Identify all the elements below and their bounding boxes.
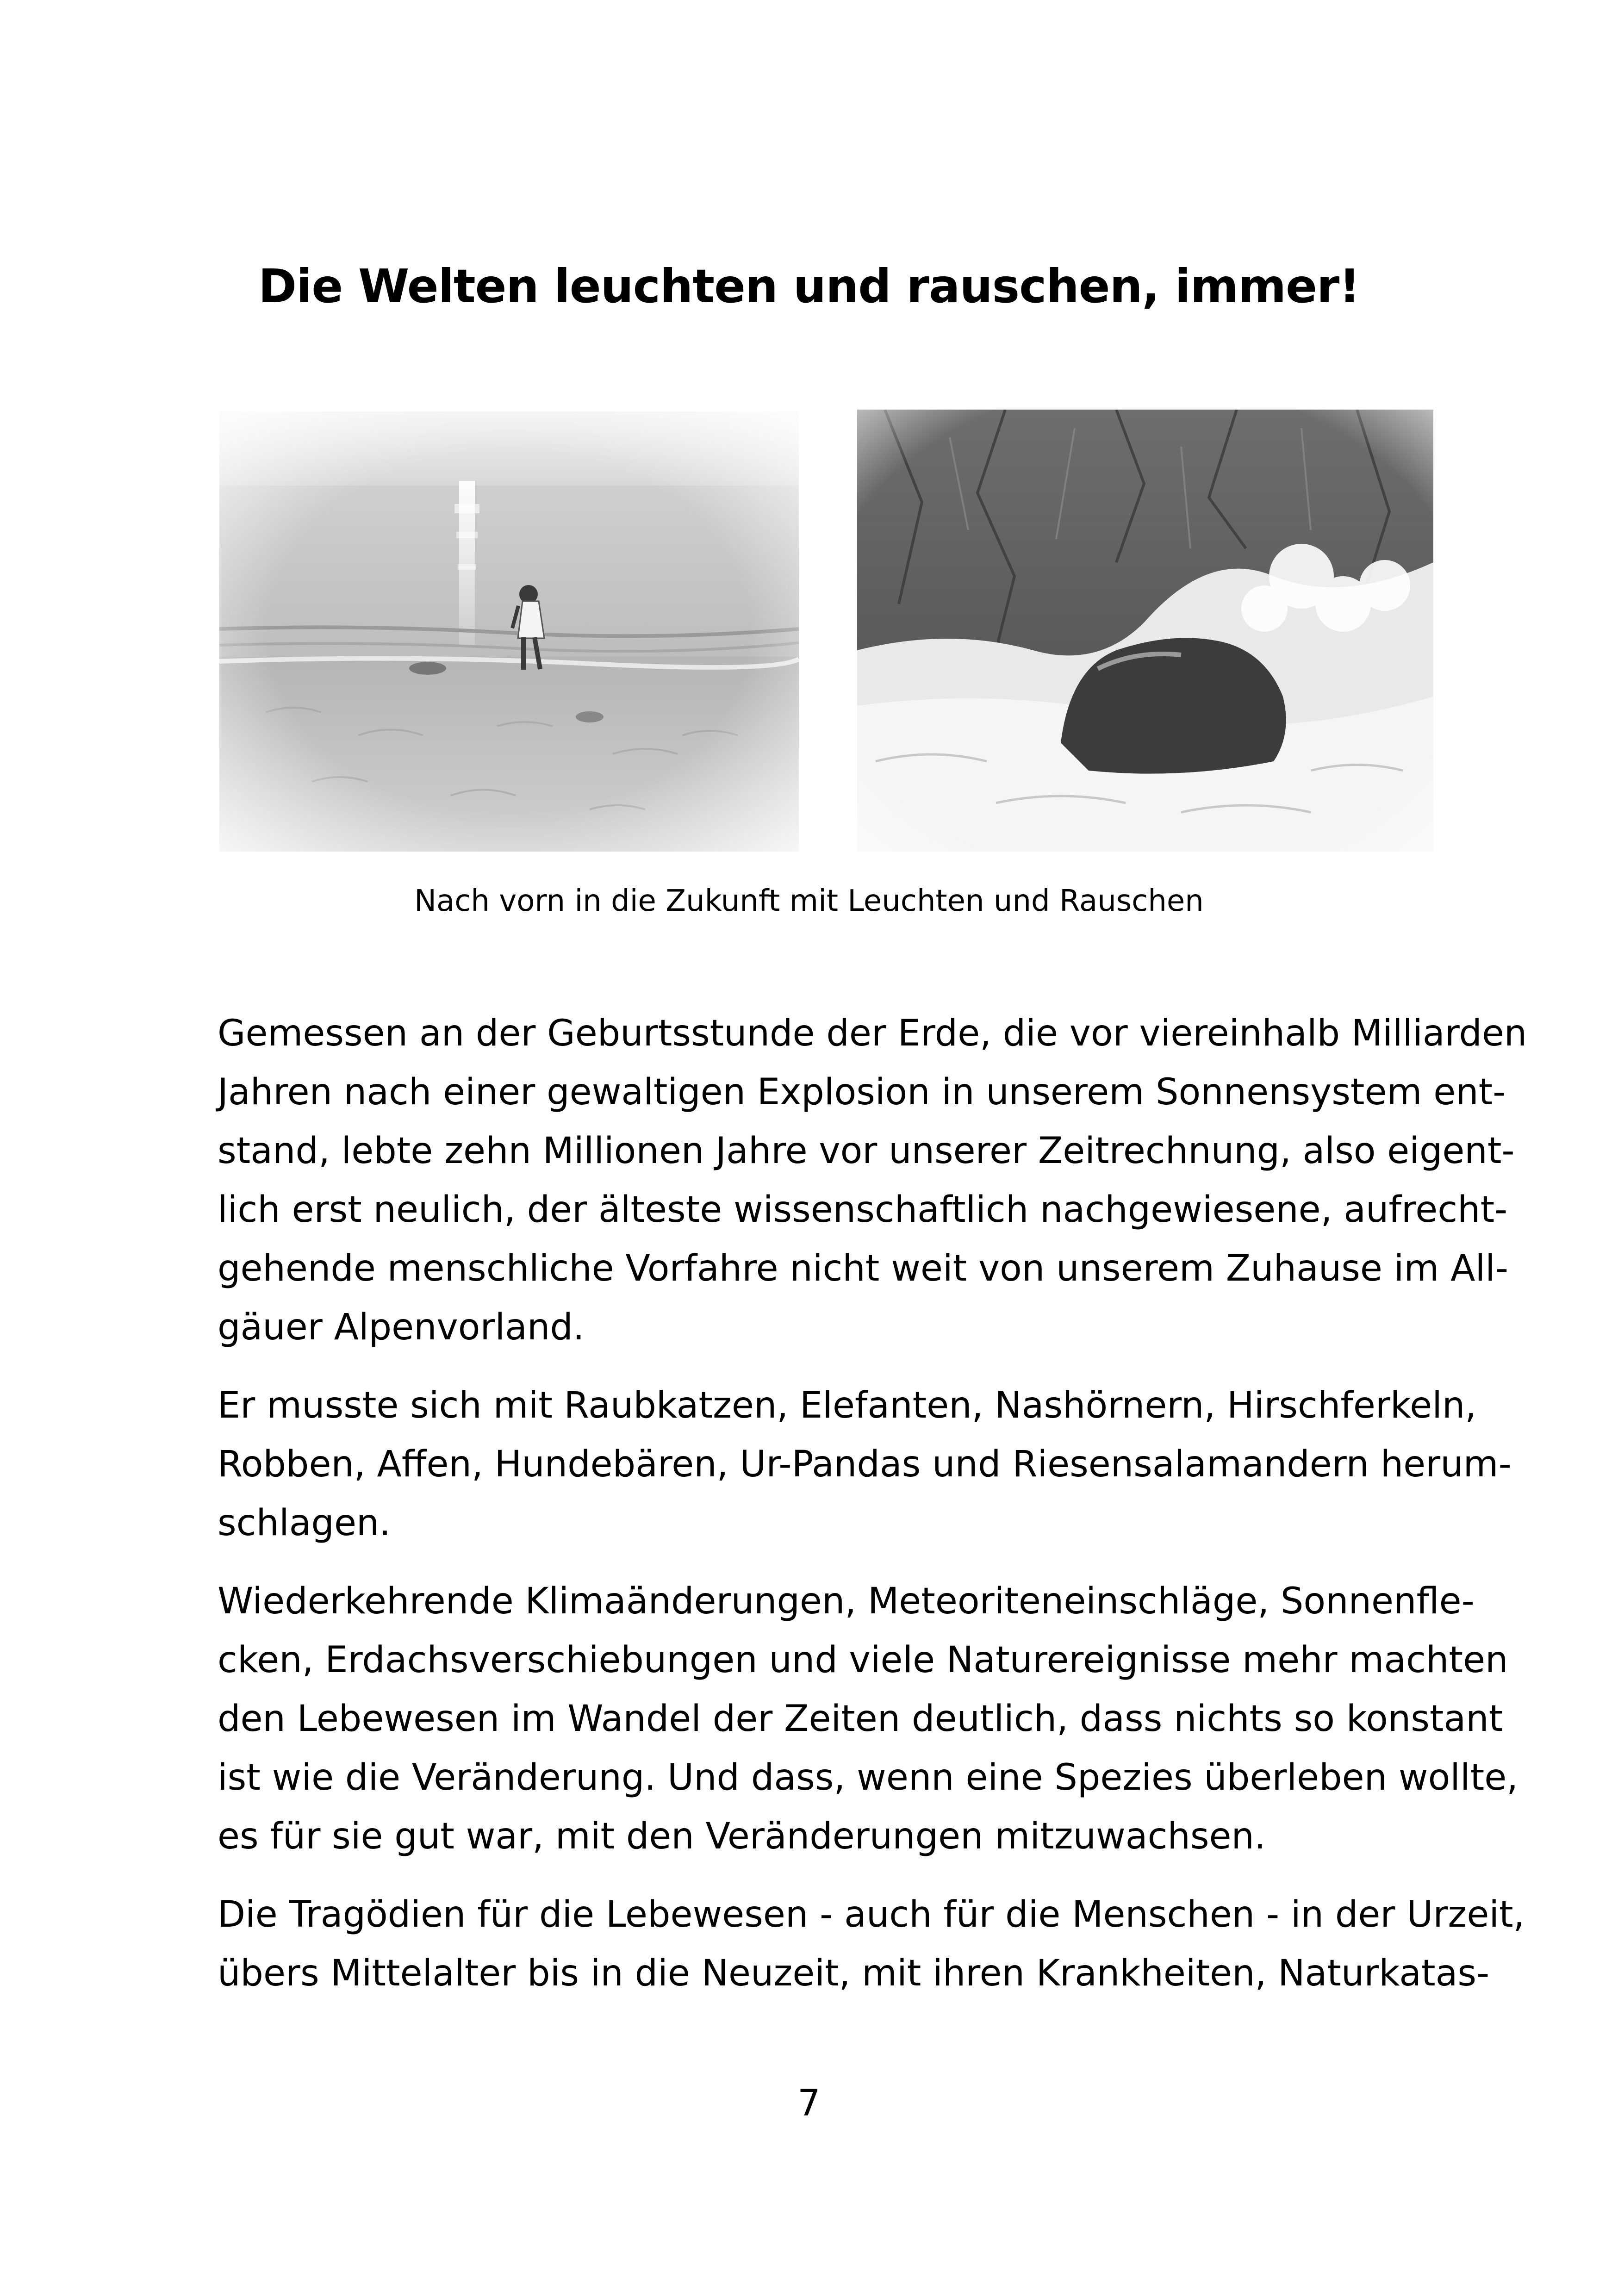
text-line: stand, lebte zehn Millionen Jahre vor unserer Zeitrechnung, also eigent- bbox=[218, 1130, 1515, 1172]
text-line: übers Mittelalter bis in die Neuzeit, mit ihren Krankheiten, Naturkatas- bbox=[218, 1953, 1490, 1994]
text-line: lich erst neulich, der älteste wissenschaftlich nachgewiesene, aufrecht- bbox=[218, 1189, 1508, 1231]
page-number: 7 bbox=[797, 2083, 821, 2124]
text-line: Er musste sich mit Raubkatzen, Elefanten, Nashörnern, Hirschferkeln, bbox=[218, 1385, 1477, 1426]
text-line: den Lebewesen im Wandel der Zeiten deutlich, dass nichts so konstant bbox=[218, 1698, 1503, 1740]
text-line: Jahren nach einer gewaltigen Explosion in unserem Sonnensystem ent- bbox=[218, 1071, 1506, 1113]
text-line: schlagen. bbox=[218, 1502, 391, 1544]
figure-caption: Nach vorn in die Zukunft mit Leuchten und Rauschen bbox=[414, 884, 1204, 918]
text-line: es für sie gut war, mit den Veränderungen mitzuwachsen. bbox=[218, 1816, 1266, 1857]
paragraph bbox=[218, 1004, 1527, 1357]
page-title: Die Welten leuchten und rauschen, immer! bbox=[258, 259, 1360, 313]
waves-rock-photo bbox=[857, 410, 1433, 852]
text-line: ist wie die Veränderung. Und dass, wenn eine Spezies überleben wollte, bbox=[218, 1757, 1518, 1798]
text-line: Gemessen an der Geburtsstunde der Erde, die vor viereinhalb Milliarden bbox=[218, 1013, 1527, 1054]
text-line: gäuer Alpenvorland. bbox=[218, 1307, 585, 1348]
text-line: cken, Erdachsverschiebungen und viele Naturereignisse mehr machten bbox=[218, 1639, 1508, 1681]
paragraph bbox=[218, 1572, 1518, 1866]
text-line: Wiederkehrende Klimaänderungen, Meteoriteneinschläge, Sonnenfle- bbox=[218, 1580, 1475, 1622]
text-line: Robben, Affen, Hundebären, Ur-Pandas und Riesensalamandern herum- bbox=[218, 1444, 1512, 1485]
beach-child-photo bbox=[219, 411, 799, 852]
paragraph bbox=[218, 1376, 1512, 1553]
text-line: Die Tragödien für die Lebewesen - auch für die Menschen - in der Urzeit, bbox=[218, 1894, 1525, 1935]
text-line: gehende menschliche Vorfahre nicht weit von unserem Zuhause im All- bbox=[218, 1248, 1508, 1289]
paragraph bbox=[218, 1885, 1525, 2003]
body-text bbox=[218, 1004, 1527, 2022]
